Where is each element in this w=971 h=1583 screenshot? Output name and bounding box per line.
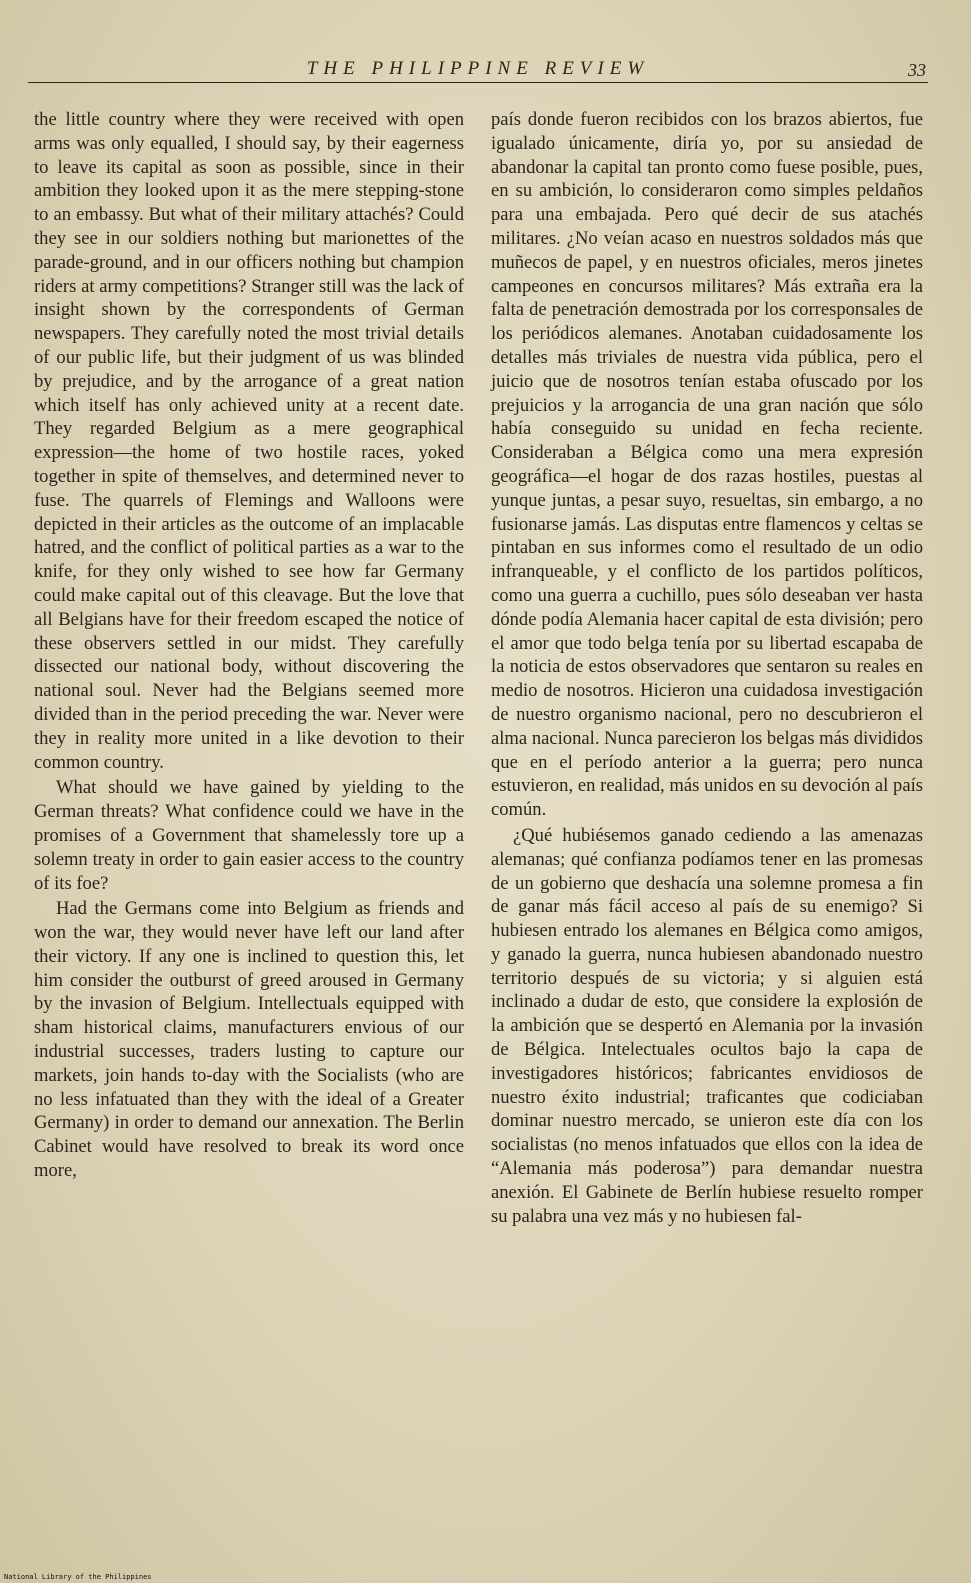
english-column [34,108,464,1183]
english-paragraph: What should we have gained by yielding to the German threats? What confidence could we have in the promises of a Government that shamelessly tore up a solemn treaty in order to gain easier access to the country of its foe? [34,777,464,894]
library-watermark: National Library of the Philippines [4,1573,152,1581]
page-header [28,58,928,83]
english-paragraph: the little country where they were received with open arms was only equalled, I should say, by their eagerness to leave its capital as soon as possible, since in their ambition they looked upon it as the mere stepping-stone to an embassy. But what of their military attachés? Could they see in our soldiers nothing but marionettes of the parade-ground, and in our officers nothing but champion riders at army competitions? Stranger still was the lack of insight shown by the correspondents of German newspapers. They carefully noted the most trivial details of our public life, but their judgment of us was blinded by prejudice, and by the arrogance of a great nation which itself has only achieved unity at a recent date. They regarded Belgium as a mere geographical expression—the home of two hostile races, yoked together in spite of themselves, and determined never to fuse. The quarrels of Flemings and Walloons were depicted in their articles as the outcome of an implacable hatred, and the conflict of political parties as a war to the knife, for they only wished to see how far Germany could make capital out of this cleavage. But the love that all Belgians have for their freedom escaped the notice of these observers settled in our midst. They carefully dissected our national body, without discovering the national soul. Never had the Belgians seemed more divided than in the period preceding the war. Never were they in reality more united in a like devotion to their common country. [34,109,464,773]
english-paragraph: Had the Germans come into Belgium as friends and won the war, they would never have left our land after their victory. If any one is inclined to question this, let him consider the outburst of greed aroused in Germany by the invasion of Belgium. Intellectuals equipped with sham historical claims, manufacturers envious of our industrial successes, traders lusting to capture our markets, join hands to-day with the Socialists (who are no less infatuated than they with the ideal of a Greater Germany) in order to demand our annexation. The Berlin Cabinet would have resolved to break its word once more, [34,898,464,1182]
spanish-paragraph: ¿Qué hubiésemos ganado cediendo a las amenazas alemanas; qué confianza podíamos tener en las promesas de un gobierno que deshacía una solemne promesa a fin de ganar más fácil acceso al país de su enemigo? Si hubiesen entrado los alemanes en Bélgica como amigos, y ganado la guerra, nunca hubiesen abandonado nuestro territorio después de su victoria; y si alguien está inclinado a dudar de esto, que considere la explosión de la ambición que se despertó en Alemania por la invasión de Bélgica. Intelectuales ocultos bajo la capa de investigadores históricos; fabricantes envidiosos de nuestro éxito industrial; traficantes que codiciaban dominar nuestro mercado, se unieron este día con los socialistas (no menos infatuados que ellos con la idea de “Alemania más poderosa”) para demandar nuestra anexión. El Gabinete de Berlín hubiese resuelto romper su palabra una vez más y no hubiesen fal- [491,824,923,1227]
spanish-column [491,108,923,1228]
page-number: 33 [908,60,926,80]
running-head: THE PHILIPPINE REVIEW [306,58,650,79]
spanish-paragraph: país donde fueron recibidos con los brazos abiertos, fue igualado únicamente, diría yo, por su ansiedad de abandonar la capital tan pronto como fuese posible, pues, en su ambición, lo consideraron como simples peldaños para una embajada. Pero qué decir de sus atachés militares. ¿No veían acaso en nuestros soldados más que muñecos de papel, y en nuestros oficiales, meros jinetes campeones en concursos militares? Más extraña era la falta de penetración demostrada por los corresponsales de los periódicos alemanes. Anotaban cuidadosamente los detalles más triviales de nuestra vida pública, pero el juicio que de nosotros tenían estaba ofuscado por los prejuicios y la arrogancia de una gran nación que sólo había conseguido su unidad en fecha reciente. Consideraban a Bélgica como una mera expresión geográfica—el hogar de dos razas hostiles, puestas al yunque juntas, a pesar suyo, resueltas, sin embargo, a no fusionarse jamás. Las disputas entre flamencos y celtas se pintaban en sus informes como el resultado de un odio infranqueable, y el conflicto de los partidos políticos, como una guerra a cuchillo, pues sólo deseaban ver hasta dónde podía Alemania hacer capital de esta división; pero el amor que todo belga tenía por su libertad escapaba de la noticia de estos observadores que sentaron su reales en medio de nosotros. Hicieron una cuidadosa investigación de nuestro organismo nacional, pero no descubrieron el alma nacional. Nunca parecieron los belgas más divididos que en el período anterior a la guerra; pero nunca estuvieron, en realidad, más unidos en su devoción al país común. [491,109,923,821]
